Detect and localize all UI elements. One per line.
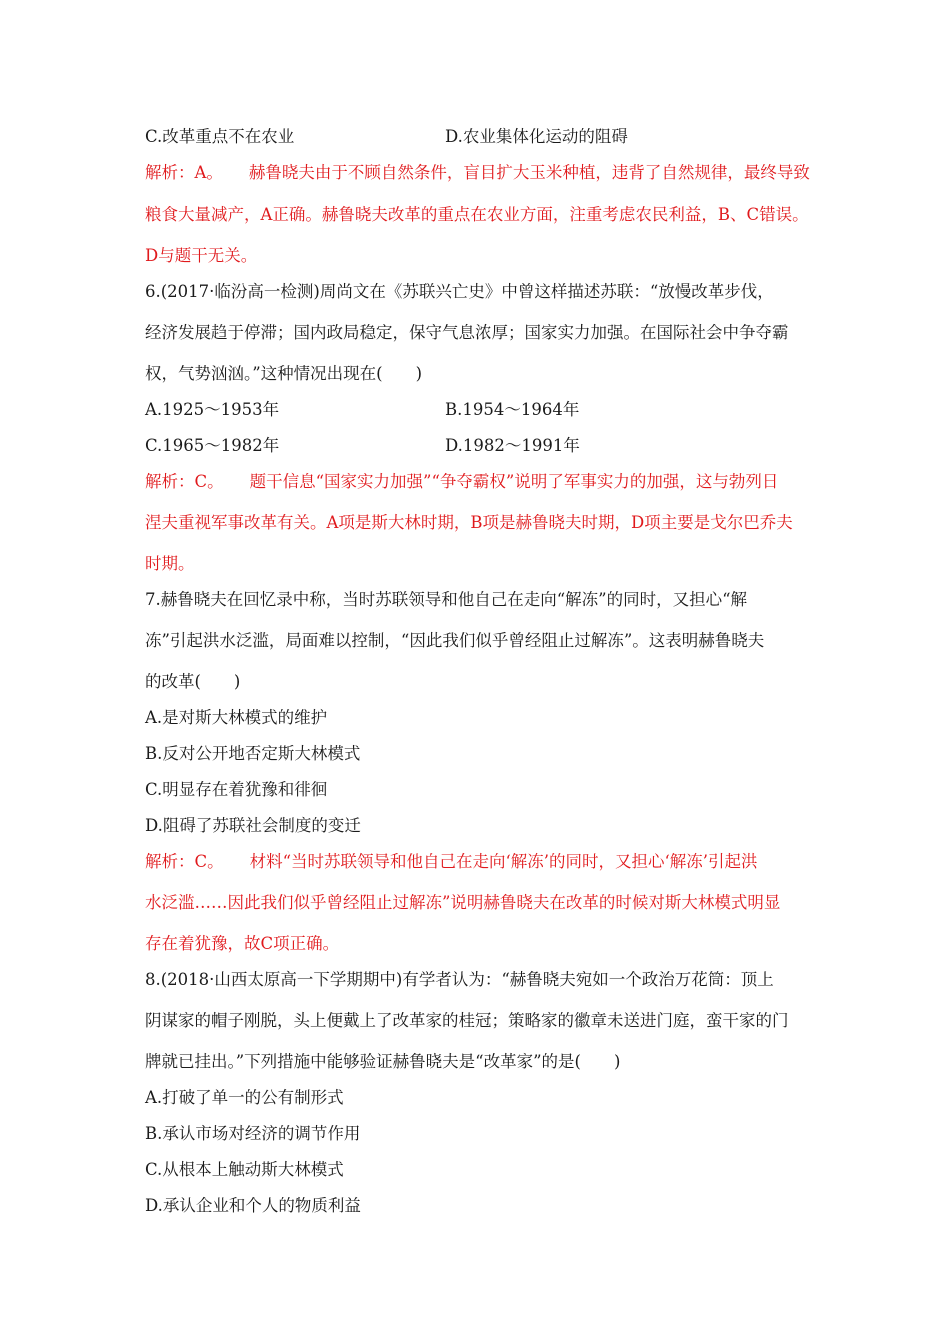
q7-stem-line-3: 的改革( ) (145, 672, 241, 691)
q5-option-d: D.农业集体化运动的阻碍 (445, 127, 628, 146)
q7-analysis-line-1 (145, 851, 758, 873)
q8-option-d: D.承认企业和个人的物质利益 (145, 1196, 361, 1215)
q6-stem-line-2: 经济发展趋于停滞；国内政局稳定，保守气息浓厚；国家实力加强。在国际社会中争夺霸 (145, 323, 789, 342)
q5-analysis-line-1 (145, 162, 810, 184)
q7-analysis-line-3: 存在着犹豫，故C项正确。 (145, 934, 340, 953)
q5-analysis-text-1: 赫鲁晓夫由于不顾自然条件，盲目扩大玉米种植，违背了自然规律，最终导致 (248, 163, 810, 182)
q6-option-c: C.1965～1982年 (145, 436, 280, 455)
q6-analysis-text-1: 题干信息“国家实力加强”“争夺霸权”说明了军事实力的加强，这与勃列日 (249, 472, 779, 491)
q8-stem-line-1: 8.(2018·山西太原高一下学期期中)有学者认为：“赫鲁晓夫宛如一个政治万花筒：顶上 (145, 970, 774, 989)
q5-analysis-line-2: 粮食大量减产，A正确。赫鲁晓夫改革的重点在农业方面，注重考虑农民利益，B、C错误。 (145, 205, 809, 224)
q8-option-c: C.从根本上触动斯大林模式 (145, 1160, 344, 1179)
q7-analysis-text-1: 材料“当时苏联领导和他自己在走向‘解冻’的同时，又担心‘解冻’引起洪 (249, 852, 758, 871)
q7-option-c: C.明显存在着犹豫和徘徊 (145, 780, 328, 799)
q7-stem-line-2: 冻”引起洪水泛滥，局面难以控制，“因此我们似乎曾经阻止过解冻”。这表明赫鲁晓夫 (145, 631, 765, 650)
q6-stem-line-3: 权，气势汹汹。”这种情况出现在( ) (145, 364, 423, 383)
q7-option-b: B.反对公开地否定斯大林模式 (145, 744, 361, 763)
q6-option-d: D.1982～1991年 (445, 436, 580, 455)
q6-option-b: B.1954～1964年 (445, 400, 580, 419)
q6-stem-line-1: 6.(2017·临汾高一检测)周尚文在《苏联兴亡史》中曾这样描述苏联：“放慢改革步伐， (145, 282, 774, 301)
q8-option-a: A.打破了单一的公有制形式 (145, 1088, 344, 1107)
q8-option-b: B.承认市场对经济的调节作用 (145, 1124, 361, 1143)
q6-analysis-prefix: 解析：C。 (145, 472, 224, 491)
q5-analysis-prefix: 解析：A。 (145, 163, 223, 182)
q6-analysis-line-2: 涅夫重视军事改革有关。A项是斯大林时期，B项是赫鲁晓夫时期，D项主要是戈尔巴乔夫 (145, 513, 793, 532)
q6-analysis-line-3: 时期。 (145, 554, 195, 573)
q5-option-c: C.改革重点不在农业 (145, 127, 295, 146)
q7-analysis-line-2: 水泛滥……因此我们似乎曾经阻止过解冻”说明赫鲁晓夫在改革的时候对斯大林模式明显 (145, 893, 781, 912)
q7-option-a: A.是对斯大林模式的维护 (145, 708, 328, 727)
q7-stem-line-1: 7.赫鲁晓夫在回忆录中称，当时苏联领导和他自己在走向“解冻”的同时，又担心“解 (145, 590, 748, 609)
q7-analysis-prefix: 解析：C。 (145, 852, 224, 871)
q8-stem-line-3: 牌就已挂出。”下列措施中能够验证赫鲁晓夫是“改革家”的是( ) (145, 1052, 621, 1071)
q7-option-d: D.阻碍了苏联社会制度的变迁 (145, 816, 361, 835)
q6-option-a: A.1925～1953年 (145, 400, 280, 419)
q8-stem-line-2: 阴谋家的帽子刚脱，头上便戴上了改革家的桂冠；策略家的徽章未送进门庭，蛮干家的门 (145, 1011, 789, 1030)
q6-analysis-line-1 (145, 471, 778, 493)
q5-analysis-line-3: D与题干无关。 (145, 246, 258, 265)
